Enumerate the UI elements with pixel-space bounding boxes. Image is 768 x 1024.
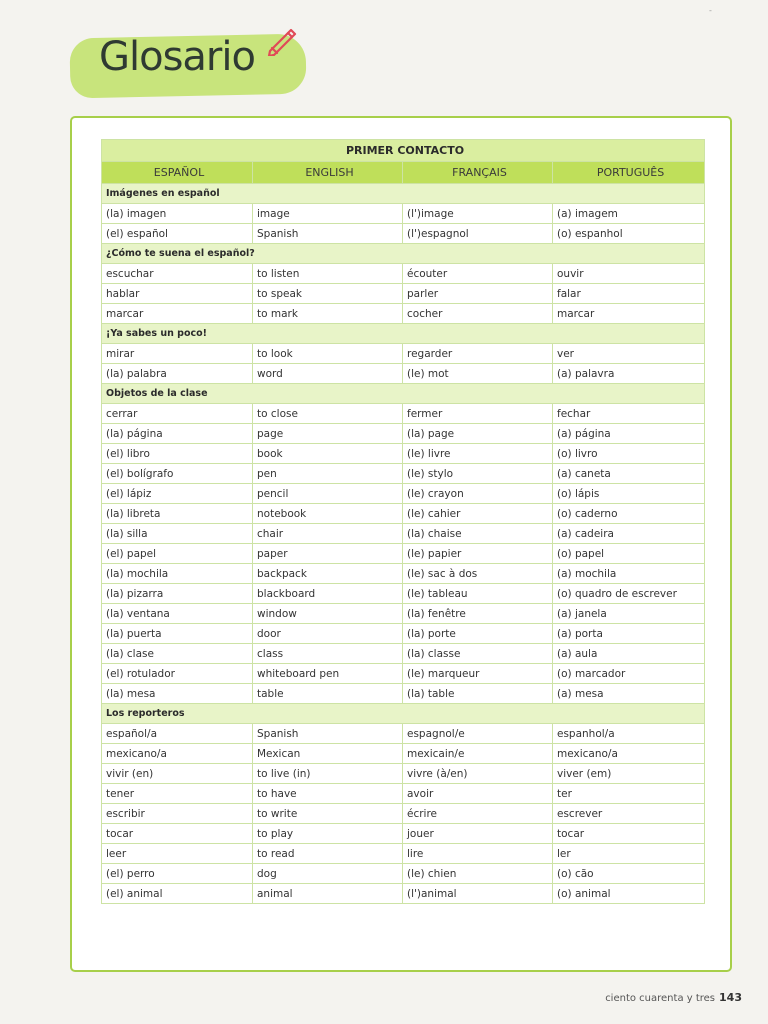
cell-french: mexicain/e: [403, 744, 553, 764]
table-row: [102, 844, 705, 864]
cell-french: (le) tableau: [403, 584, 553, 604]
table-row: [102, 404, 705, 424]
cell-spanish: mexicano/a: [102, 744, 253, 764]
cell-english: image: [253, 204, 403, 224]
cell-english: notebook: [253, 504, 403, 524]
cell-portuguese: ver: [553, 344, 705, 364]
cell-english: window: [253, 604, 403, 624]
section-row: [102, 244, 705, 264]
cell-spanish: vivir (en): [102, 764, 253, 784]
cell-french: parler: [403, 284, 553, 304]
cell-english: to write: [253, 804, 403, 824]
table-row: [102, 424, 705, 444]
cell-french: jouer: [403, 824, 553, 844]
cell-spanish: cerrar: [102, 404, 253, 424]
cell-portuguese: (a) imagem: [553, 204, 705, 224]
cell-french: lire: [403, 844, 553, 864]
page-title: Glosario: [99, 34, 255, 80]
cell-spanish: (la) silla: [102, 524, 253, 544]
table-row: [102, 204, 705, 224]
cell-french: vivre (à/en): [403, 764, 553, 784]
glossary-table: [101, 139, 705, 904]
cell-english: to play: [253, 824, 403, 844]
cell-english: Spanish: [253, 224, 403, 244]
table-row: [102, 684, 705, 704]
cell-english: blackboard: [253, 584, 403, 604]
cell-english: pen: [253, 464, 403, 484]
cell-portuguese: (o) livro: [553, 444, 705, 464]
column-header-spanish: ESPAÑOL: [102, 162, 253, 184]
cell-spanish: (la) página: [102, 424, 253, 444]
column-header-english: ENGLISH: [253, 162, 403, 184]
table-row: [102, 804, 705, 824]
cell-french: (le) papier: [403, 544, 553, 564]
cell-spanish: (el) español: [102, 224, 253, 244]
cell-english: dog: [253, 864, 403, 884]
cell-spanish: hablar: [102, 284, 253, 304]
page-number: 143: [719, 991, 742, 1004]
cell-portuguese: (o) papel: [553, 544, 705, 564]
cell-portuguese: (o) lápis: [553, 484, 705, 504]
cell-french: (le) sac à dos: [403, 564, 553, 584]
cell-portuguese: ler: [553, 844, 705, 864]
cell-french: (la) page: [403, 424, 553, 444]
cell-french: (l')animal: [403, 884, 553, 904]
section-title: Los reporteros: [102, 704, 705, 724]
cell-portuguese: (a) caneta: [553, 464, 705, 484]
cell-french: (le) marqueur: [403, 664, 553, 684]
cell-english: pencil: [253, 484, 403, 504]
cell-english: page: [253, 424, 403, 444]
cell-french: avoir: [403, 784, 553, 804]
cell-french: (la) fenêtre: [403, 604, 553, 624]
glossary-body: [102, 184, 705, 904]
cell-portuguese: tocar: [553, 824, 705, 844]
cell-spanish: tener: [102, 784, 253, 804]
cell-french: (la) chaise: [403, 524, 553, 544]
cell-portuguese: viver (em): [553, 764, 705, 784]
table-row: [102, 604, 705, 624]
table-row: [102, 784, 705, 804]
cell-english: backpack: [253, 564, 403, 584]
cell-portuguese: (o) cão: [553, 864, 705, 884]
cell-english: table: [253, 684, 403, 704]
cell-portuguese: (a) página: [553, 424, 705, 444]
cell-english: animal: [253, 884, 403, 904]
cell-portuguese: (o) animal: [553, 884, 705, 904]
section-row: [102, 324, 705, 344]
cell-spanish: escuchar: [102, 264, 253, 284]
cell-spanish: (la) clase: [102, 644, 253, 664]
cell-french: regarder: [403, 344, 553, 364]
table-row: [102, 524, 705, 544]
table-row: [102, 864, 705, 884]
cell-portuguese: (a) cadeira: [553, 524, 705, 544]
cell-spanish: mirar: [102, 344, 253, 364]
cell-spanish: (la) palabra: [102, 364, 253, 384]
cell-spanish: (el) libro: [102, 444, 253, 464]
cell-portuguese: marcar: [553, 304, 705, 324]
table-row: [102, 544, 705, 564]
cell-english: chair: [253, 524, 403, 544]
cell-spanish: (la) imagen: [102, 204, 253, 224]
pencil-icon: [264, 24, 300, 56]
cell-english: to read: [253, 844, 403, 864]
cell-english: to mark: [253, 304, 403, 324]
cell-english: class: [253, 644, 403, 664]
cell-french: (le) chien: [403, 864, 553, 884]
cell-french: (l')image: [403, 204, 553, 224]
table-row: [102, 264, 705, 284]
section-row: [102, 704, 705, 724]
table-row: [102, 724, 705, 744]
cell-spanish: (el) rotulador: [102, 664, 253, 684]
cell-spanish: (el) bolígrafo: [102, 464, 253, 484]
cell-english: whiteboard pen: [253, 664, 403, 684]
cell-portuguese: (o) espanhol: [553, 224, 705, 244]
cell-english: to close: [253, 404, 403, 424]
cell-french: écrire: [403, 804, 553, 824]
cell-french: (la) table: [403, 684, 553, 704]
cell-spanish: tocar: [102, 824, 253, 844]
cell-english: to listen: [253, 264, 403, 284]
cell-french: (l')espagnol: [403, 224, 553, 244]
cell-english: word: [253, 364, 403, 384]
table-row: [102, 484, 705, 504]
cell-french: espagnol/e: [403, 724, 553, 744]
cell-spanish: (la) pizarra: [102, 584, 253, 604]
table-row: [102, 364, 705, 384]
cell-portuguese: fechar: [553, 404, 705, 424]
cell-portuguese: (a) palavra: [553, 364, 705, 384]
table-row: [102, 564, 705, 584]
table-row: [102, 664, 705, 684]
cell-french: (le) stylo: [403, 464, 553, 484]
section-title: Imágenes en español: [102, 184, 705, 204]
cell-portuguese: ouvir: [553, 264, 705, 284]
cell-portuguese: (o) marcador: [553, 664, 705, 684]
cell-portuguese: (a) janela: [553, 604, 705, 624]
table-row: [102, 464, 705, 484]
cell-spanish: (la) puerta: [102, 624, 253, 644]
cell-portuguese: mexicano/a: [553, 744, 705, 764]
cell-portuguese: (a) porta: [553, 624, 705, 644]
cell-french: fermer: [403, 404, 553, 424]
cell-french: (le) livre: [403, 444, 553, 464]
cell-english: to look: [253, 344, 403, 364]
cell-portuguese: (o) quadro de escrever: [553, 584, 705, 604]
cell-spanish: leer: [102, 844, 253, 864]
page-number-words: ciento cuarenta y tres: [605, 993, 716, 1004]
column-header-french: FRANÇAIS: [403, 162, 553, 184]
section-title: ¡Ya sabes un poco!: [102, 324, 705, 344]
cell-french: écouter: [403, 264, 553, 284]
column-header-row: [102, 162, 705, 184]
table-row: [102, 624, 705, 644]
cell-french: (la) porte: [403, 624, 553, 644]
cell-french: (le) cahier: [403, 504, 553, 524]
cell-spanish: (el) lápiz: [102, 484, 253, 504]
cell-portuguese: (a) mesa: [553, 684, 705, 704]
cell-portuguese: (a) mochila: [553, 564, 705, 584]
cell-english: to have: [253, 784, 403, 804]
cell-english: book: [253, 444, 403, 464]
cell-english: door: [253, 624, 403, 644]
corner-mark: -: [709, 6, 712, 15]
cell-spanish: (la) libreta: [102, 504, 253, 524]
table-heading-row: [102, 140, 705, 162]
table-row: [102, 744, 705, 764]
table-row: [102, 764, 705, 784]
cell-spanish: (el) animal: [102, 884, 253, 904]
section-title: Objetos de la clase: [102, 384, 705, 404]
table-row: [102, 824, 705, 844]
cell-portuguese: ter: [553, 784, 705, 804]
cell-spanish: (la) mesa: [102, 684, 253, 704]
table-row: [102, 224, 705, 244]
table-row: [102, 584, 705, 604]
cell-french: (le) crayon: [403, 484, 553, 504]
cell-french: (le) mot: [403, 364, 553, 384]
cell-spanish: (el) papel: [102, 544, 253, 564]
table-row: [102, 644, 705, 664]
cell-french: (la) classe: [403, 644, 553, 664]
cell-english: to speak: [253, 284, 403, 304]
table-row: [102, 884, 705, 904]
cell-portuguese: escrever: [553, 804, 705, 824]
section-row: [102, 184, 705, 204]
cell-english: to live (in): [253, 764, 403, 784]
cell-spanish: (la) ventana: [102, 604, 253, 624]
cell-portuguese: falar: [553, 284, 705, 304]
cell-portuguese: (a) aula: [553, 644, 705, 664]
table-row: [102, 284, 705, 304]
cell-spanish: marcar: [102, 304, 253, 324]
cell-english: paper: [253, 544, 403, 564]
table-heading: PRIMER CONTACTO: [102, 140, 705, 162]
cell-french: cocher: [403, 304, 553, 324]
section-title: ¿Cómo te suena el español?: [102, 244, 705, 264]
cell-english: Spanish: [253, 724, 403, 744]
cell-spanish: (el) perro: [102, 864, 253, 884]
table-row: [102, 304, 705, 324]
cell-english: Mexican: [253, 744, 403, 764]
table-row: [102, 504, 705, 524]
page-footer: [605, 991, 742, 1004]
column-header-portuguese: PORTUGUÊS: [553, 162, 705, 184]
table-row: [102, 444, 705, 464]
cell-portuguese: (o) caderno: [553, 504, 705, 524]
cell-spanish: escribir: [102, 804, 253, 824]
section-row: [102, 384, 705, 404]
table-row: [102, 344, 705, 364]
cell-spanish: español/a: [102, 724, 253, 744]
cell-spanish: (la) mochila: [102, 564, 253, 584]
cell-portuguese: espanhol/a: [553, 724, 705, 744]
